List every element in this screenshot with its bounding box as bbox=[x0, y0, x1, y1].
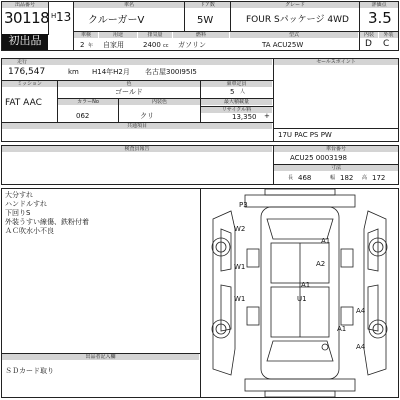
bottom-header: 出品者記入欄 bbox=[2, 354, 199, 360]
exterior-label: 外装 bbox=[379, 32, 398, 38]
cc-value: 2400 bbox=[143, 41, 161, 49]
size-width-label: 幅 bbox=[330, 175, 336, 181]
exterior-value: C bbox=[383, 39, 390, 49]
mark-a2: A2 bbox=[316, 260, 326, 268]
inspection-notes bbox=[5, 192, 89, 235]
trim-value: クリ bbox=[140, 112, 154, 120]
fuel-value: ガソリン bbox=[178, 41, 206, 49]
certificate-value: 名古屋300I95I5 bbox=[145, 68, 197, 76]
equipment-list: 17U PAC PS PW bbox=[278, 131, 332, 139]
color-label: 色 bbox=[58, 81, 200, 87]
mark-p3: P3 bbox=[239, 201, 248, 209]
colorcode-label: カラーNo bbox=[58, 99, 118, 105]
trans-label: ミッション bbox=[2, 81, 57, 87]
mark-a1: A1 bbox=[301, 281, 311, 289]
mileage-label: 走行 bbox=[16, 59, 27, 65]
cc-unit: cc bbox=[163, 43, 169, 49]
size-length: 468 bbox=[298, 174, 312, 182]
trans-value: FAT AAC bbox=[5, 98, 42, 108]
price-value: 13,350 bbox=[232, 113, 257, 121]
price-label: リサイクル料 bbox=[201, 107, 272, 113]
note-line: 大分すれ bbox=[5, 191, 33, 199]
equip-header: セールスポイント bbox=[274, 59, 398, 65]
year-number: 13 bbox=[56, 10, 72, 24]
note-line: ハンドルすれ bbox=[5, 200, 47, 208]
chassis-header: 車台番号 bbox=[274, 146, 398, 152]
use-label: 用途 bbox=[99, 32, 137, 38]
cc-label: 排気量 bbox=[138, 32, 172, 38]
score-label: 評価点 bbox=[360, 2, 398, 8]
doors-label: ドア数 bbox=[185, 2, 230, 8]
shaken-unit: 年 bbox=[88, 43, 94, 49]
score-value: 3.5 bbox=[368, 9, 392, 27]
trim-label: 内装色 bbox=[119, 99, 200, 105]
price-mark: + bbox=[264, 112, 270, 120]
mark-a4: A4 bbox=[356, 343, 366, 351]
inspection-header: 検査員報告 bbox=[2, 146, 272, 152]
size-header: 寸法 bbox=[274, 165, 398, 171]
mileage-unit: km bbox=[68, 68, 79, 76]
bottom-note: ＳＤカード取り bbox=[5, 367, 54, 375]
shaken-label: 車検 bbox=[74, 32, 98, 38]
mileage-value: 176,547 bbox=[8, 67, 46, 77]
grade-value: FOUR Sパッケージ 4WD bbox=[246, 15, 349, 25]
size-width: 182 bbox=[340, 174, 354, 182]
mark-u1: U1 bbox=[297, 295, 307, 303]
color-value: ゴールド bbox=[115, 88, 143, 96]
loadcap-label: 最大積載量 bbox=[201, 99, 272, 105]
first-listing-badge: 初出品 bbox=[2, 34, 48, 50]
capacity-unit: 人 bbox=[240, 89, 246, 95]
shared-label: 共通項目 bbox=[2, 123, 272, 129]
fuel-label: 燃料 bbox=[173, 32, 229, 38]
typecode-label: 型式 bbox=[230, 32, 358, 38]
interior-value: D bbox=[365, 39, 372, 49]
colorcode-value: 062 bbox=[76, 112, 90, 120]
year-era: H bbox=[51, 12, 57, 20]
mark-a1: A1 bbox=[321, 237, 331, 245]
note-line: 外装うすい線傷、鉄粉付着 bbox=[5, 218, 89, 226]
size-height: 172 bbox=[372, 174, 386, 182]
expiry-value: H14年H2月 bbox=[92, 68, 130, 76]
mark-w2: W2 bbox=[234, 225, 246, 233]
capacity-label: 乗車定員 bbox=[201, 81, 272, 87]
lot-number: 30118 bbox=[4, 9, 50, 27]
note-line: 下回りS bbox=[5, 209, 31, 217]
mark-w1: W1 bbox=[234, 263, 246, 271]
mark-a4: A4 bbox=[356, 307, 366, 315]
use-value: 自家用 bbox=[103, 41, 124, 49]
grade-label: グレード bbox=[231, 2, 359, 8]
model-label: 車名 bbox=[74, 2, 184, 8]
car-damage-diagram bbox=[201, 189, 398, 397]
mark-w1: W1 bbox=[234, 295, 246, 303]
model-name: クルーガーV bbox=[88, 15, 145, 26]
mark-a1: A1 bbox=[337, 325, 347, 333]
lot-label: 出品番号 bbox=[2, 2, 48, 8]
chassis-value: ACU25 0003198 bbox=[290, 154, 347, 162]
shaken-value: 2 bbox=[80, 41, 85, 49]
capacity-value: 5 bbox=[230, 88, 235, 96]
note-line: ＡＣ吹水小不良 bbox=[5, 227, 54, 235]
size-length-label: 長 bbox=[288, 175, 294, 181]
interior-label: 内装 bbox=[360, 32, 378, 38]
typecode-value: TA ACU25W bbox=[262, 41, 304, 49]
size-height-label: 高 bbox=[362, 175, 368, 181]
doors-value: 5W bbox=[197, 15, 214, 26]
